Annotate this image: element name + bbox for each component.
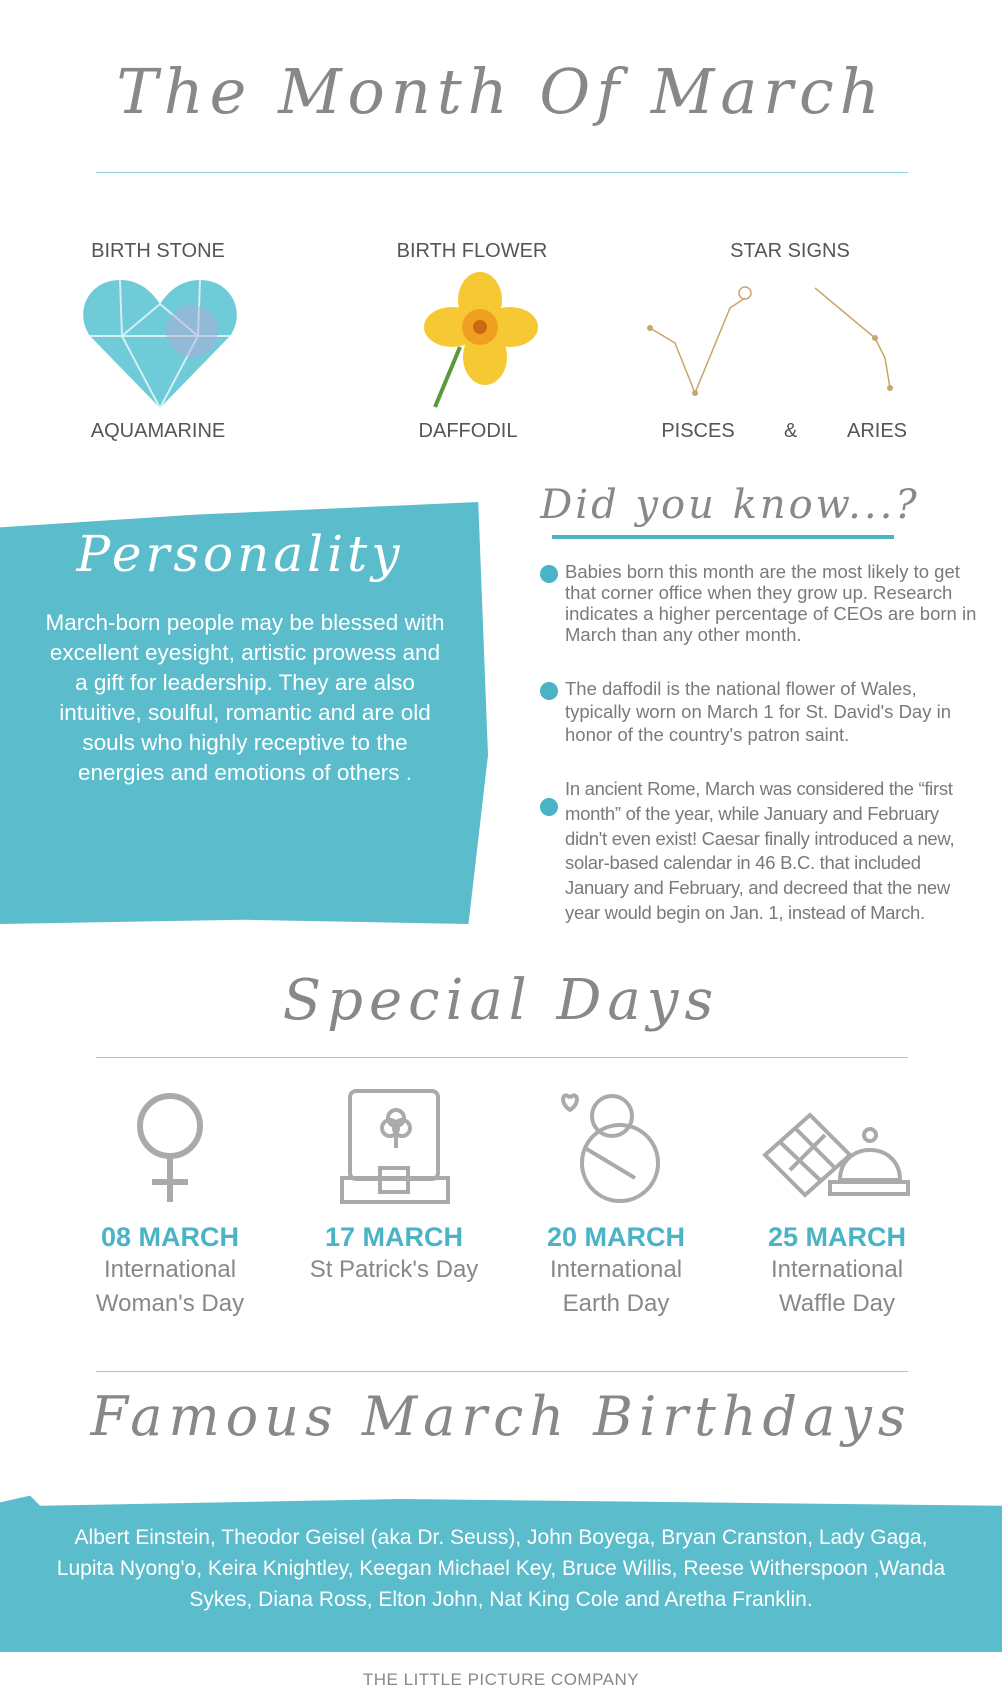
divider <box>96 172 908 173</box>
divider <box>96 1371 908 1372</box>
aquamarine-heart-icon <box>82 276 238 416</box>
did-you-know-title: Did you know...? <box>540 482 920 528</box>
bullet-icon <box>540 565 558 583</box>
daffodil-icon <box>410 272 540 417</box>
personality-text: March-born people may be blessed with excellent eyesight, artistic prowess and a gift for leadership. They are also intuitive, soulful, romantic and are old souls who highly receptive to the energies and emotions of others . <box>45 610 445 785</box>
page-title: The Month Of March <box>116 55 886 128</box>
personality-title: Personality <box>76 525 404 583</box>
special-days-title: Special Days <box>282 968 720 1033</box>
birth-flower-label: BIRTH FLOWER <box>396 240 548 262</box>
divider <box>96 1057 908 1058</box>
day-name: International Earth Day <box>549 1256 683 1317</box>
special-day <box>70 1222 270 1321</box>
birth-stone-name: AQUAMARINE <box>90 420 226 442</box>
fact-item: In ancient Rome, March was considered the “first month” of the year, while January and February didn't even exist! Caesar finally introduced a new, solar-based calendar in 46 B.C. that included January and February, and decreed that the new year would begin on Jan. 1, instead of March. <box>565 778 955 923</box>
earth-hug-icon <box>560 1088 670 1211</box>
did-you-know-underline <box>552 535 894 539</box>
day-name: St Patrick's Day <box>309 1256 479 1283</box>
birth-flower-name: DAFFODIL <box>418 420 518 442</box>
bullet-icon <box>540 798 558 816</box>
day-name: International Waffle Day <box>770 1256 904 1317</box>
sign-aries: ARIES <box>846 420 908 442</box>
birth-stone-label: BIRTH STONE <box>91 240 225 262</box>
day-date: 08 MARCH <box>100 1222 240 1252</box>
bullet-icon <box>540 682 558 700</box>
birthdays-title: Famous March Birthdays <box>90 1385 912 1448</box>
footer-logo: THE LITTLE PICTURE COMPANY <box>362 1670 640 1689</box>
birthdays-text: Albert Einstein, Theodor Geisel (aka Dr. Seuss), John Boyega, Bryan Cranston, Lady Gaga, Lupita Nyong'o, Keira Knightley, Keegan Michael Key, Bruce Willis, Reese Witherspoon ,Wanda Sykes, Diana Ross, Elton John, Nat King Cole and Aretha Franklin. <box>56 1526 946 1611</box>
leprechaun-hat-icon <box>340 1088 450 1211</box>
ampersand: & <box>784 420 798 442</box>
special-day <box>294 1222 494 1287</box>
special-day <box>516 1222 716 1321</box>
fact-item: Babies born this month are the most likely to get that corner office when they grow up. Research indicates a higher percentage of CEOs are born in March than any other month. <box>565 561 977 645</box>
special-day <box>737 1222 937 1321</box>
sign-pisces: PISCES <box>661 420 735 442</box>
day-date: 17 MARCH <box>324 1222 464 1252</box>
fact-item: The daffodil is the national flower of Wales, typically worn on March 1 for St. David's Day in honor of the country's patron saint. <box>565 678 952 745</box>
day-name: International Woman's Day <box>95 1256 245 1317</box>
constellations-icon <box>645 278 915 408</box>
venus-icon <box>132 1092 208 1209</box>
day-date: 25 MARCH <box>767 1222 907 1252</box>
waffle-icon <box>760 1110 910 1210</box>
star-signs-label: STAR SIGNS <box>730 240 850 262</box>
day-date: 20 MARCH <box>546 1222 686 1252</box>
